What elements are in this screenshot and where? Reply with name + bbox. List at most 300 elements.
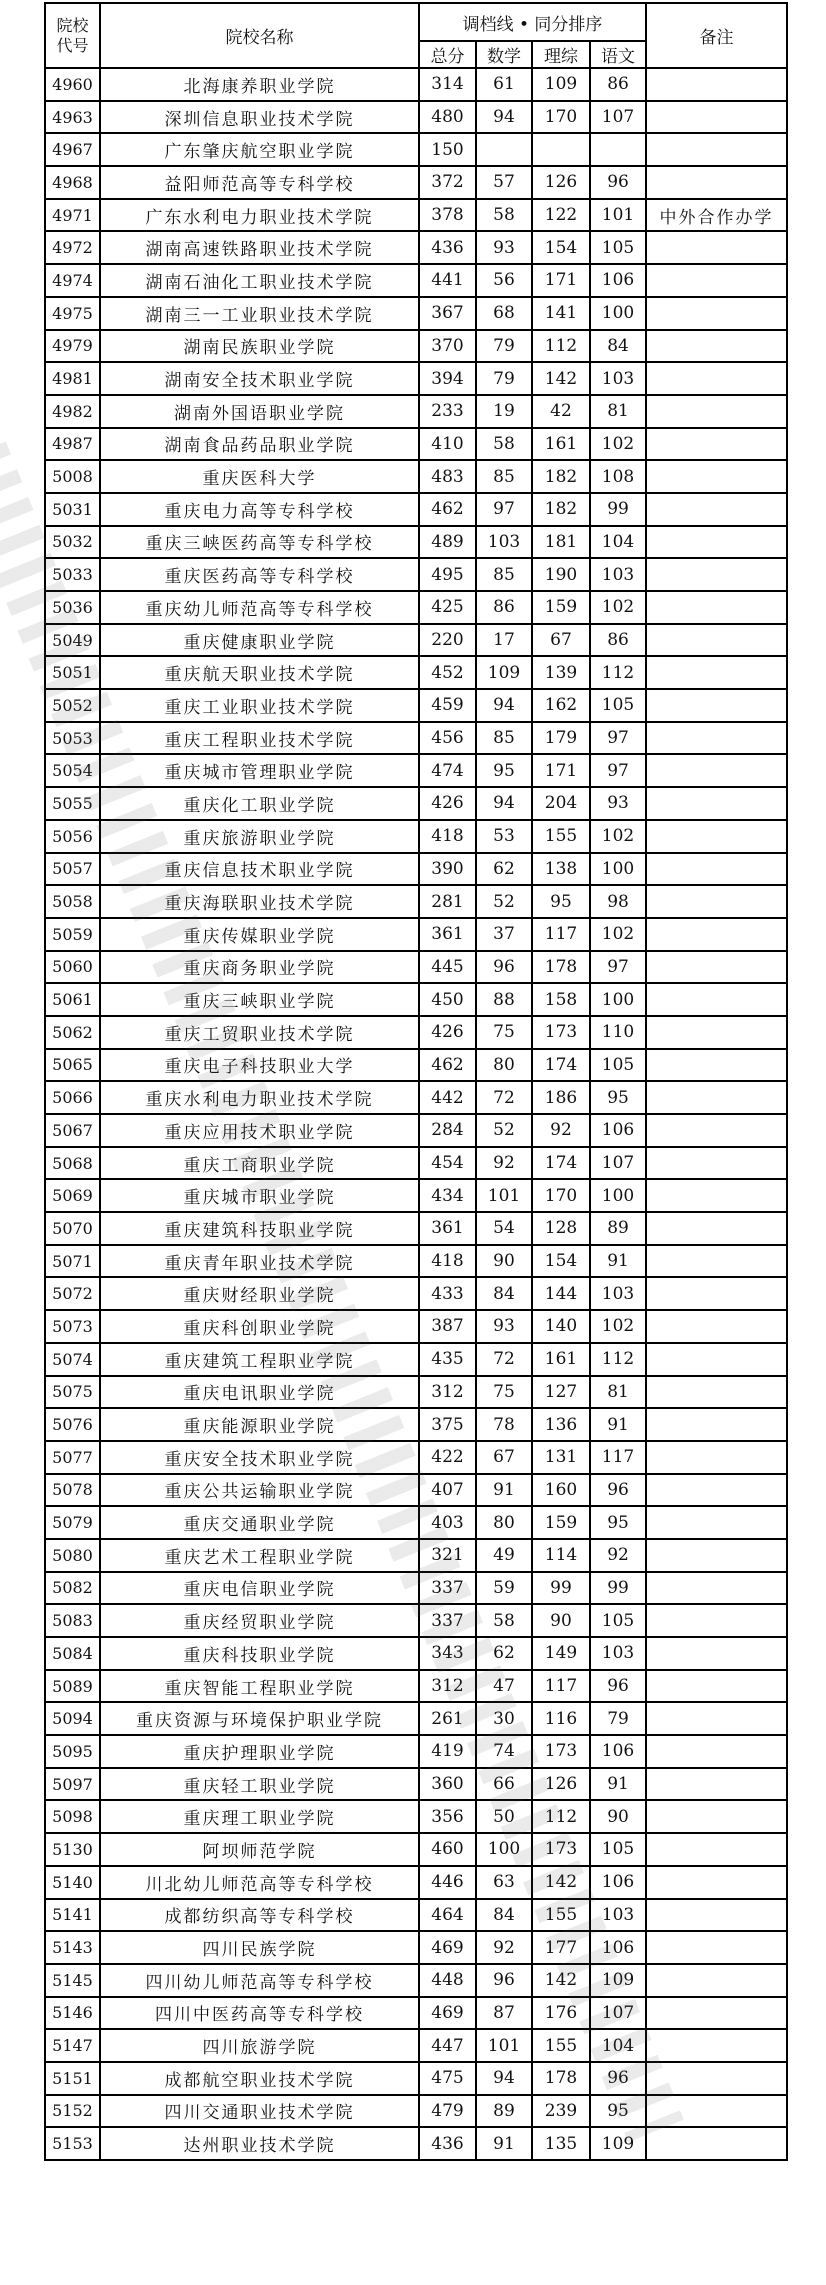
cell-math: 63 bbox=[476, 1866, 532, 1899]
table-row bbox=[45, 428, 787, 461]
cell-yuwen: 109 bbox=[590, 2127, 646, 2160]
cell-note bbox=[646, 493, 787, 526]
table-row bbox=[45, 591, 787, 624]
cell-code: 5084 bbox=[45, 1637, 100, 1670]
cell-total: 433 bbox=[419, 1277, 476, 1310]
cell-code: 5056 bbox=[45, 820, 100, 853]
cell-note bbox=[646, 2029, 787, 2062]
cell-note bbox=[646, 1506, 787, 1539]
cell-yuwen: 100 bbox=[590, 1179, 646, 1212]
cell-lizong: 155 bbox=[532, 820, 590, 853]
cell-note bbox=[646, 297, 787, 330]
cell-lizong: 182 bbox=[532, 460, 590, 493]
table-row bbox=[45, 199, 787, 232]
table-row bbox=[45, 558, 787, 591]
cell-lizong: 99 bbox=[532, 1572, 590, 1605]
cell-lizong: 170 bbox=[532, 101, 590, 134]
cell-yuwen: 105 bbox=[590, 689, 646, 722]
cell-note bbox=[646, 1474, 787, 1507]
cell-math: 85 bbox=[476, 722, 532, 755]
cell-note bbox=[646, 1179, 787, 1212]
cell-math: 57 bbox=[476, 166, 532, 199]
cell-lizong: 128 bbox=[532, 1212, 590, 1245]
cell-math: 101 bbox=[476, 1179, 532, 1212]
cell-math: 72 bbox=[476, 1343, 532, 1376]
cell-code: 5058 bbox=[45, 885, 100, 918]
cell-name: 重庆能源职业学院 bbox=[100, 1408, 419, 1441]
cell-total: 312 bbox=[419, 1670, 476, 1703]
cell-yuwen: 103 bbox=[590, 362, 646, 395]
cell-math: 62 bbox=[476, 1637, 532, 1670]
cell-note bbox=[646, 885, 787, 918]
cell-yuwen: 117 bbox=[590, 1441, 646, 1474]
cell-code: 5036 bbox=[45, 591, 100, 624]
cell-name: 重庆医药高等专科学校 bbox=[100, 558, 419, 591]
table-row bbox=[45, 231, 787, 264]
cell-code: 5073 bbox=[45, 1310, 100, 1343]
table-body bbox=[45, 68, 787, 2160]
cell-note bbox=[646, 754, 787, 787]
table-row bbox=[45, 1114, 787, 1147]
cell-yuwen: 101 bbox=[590, 199, 646, 232]
cell-total: 474 bbox=[419, 754, 476, 787]
table-row bbox=[45, 166, 787, 199]
cell-math: 58 bbox=[476, 199, 532, 232]
cell-total: 479 bbox=[419, 2095, 476, 2128]
cell-yuwen: 95 bbox=[590, 1081, 646, 1114]
cell-name: 四川旅游学院 bbox=[100, 2029, 419, 2062]
cell-yuwen: 97 bbox=[590, 754, 646, 787]
cell-note bbox=[646, 1408, 787, 1441]
cell-code: 5141 bbox=[45, 1899, 100, 1932]
cell-code: 5059 bbox=[45, 918, 100, 951]
cell-yuwen: 86 bbox=[590, 68, 646, 101]
cell-yuwen: 103 bbox=[590, 558, 646, 591]
cell-code: 5130 bbox=[45, 1833, 100, 1866]
cell-math: 96 bbox=[476, 951, 532, 984]
table-row bbox=[45, 526, 787, 559]
cell-math: 85 bbox=[476, 460, 532, 493]
cell-yuwen: 104 bbox=[590, 2029, 646, 2062]
cell-code: 5079 bbox=[45, 1506, 100, 1539]
cell-total: 360 bbox=[419, 1768, 476, 1801]
cell-math: 80 bbox=[476, 1049, 532, 1082]
cell-note bbox=[646, 722, 787, 755]
cell-lizong: 117 bbox=[532, 1670, 590, 1703]
cell-note bbox=[646, 2127, 787, 2160]
cell-total: 337 bbox=[419, 1604, 476, 1637]
table-row bbox=[45, 656, 787, 689]
cell-lizong: 154 bbox=[532, 1245, 590, 1278]
table-row bbox=[45, 1441, 787, 1474]
cell-name: 湖南民族职业学院 bbox=[100, 330, 419, 363]
cell-name: 重庆工商职业学院 bbox=[100, 1147, 419, 1180]
cell-name: 重庆信息技术职业学院 bbox=[100, 853, 419, 886]
cell-total: 446 bbox=[419, 1866, 476, 1899]
cell-math: 79 bbox=[476, 330, 532, 363]
cell-note bbox=[646, 362, 787, 395]
table-row bbox=[45, 853, 787, 886]
cell-math: 96 bbox=[476, 1964, 532, 1997]
cell-code: 5143 bbox=[45, 1931, 100, 1964]
cell-name: 重庆理工职业学院 bbox=[100, 1800, 419, 1833]
cell-yuwen: 96 bbox=[590, 1474, 646, 1507]
cell-code: 5075 bbox=[45, 1376, 100, 1409]
table-row bbox=[45, 1310, 787, 1343]
cell-note bbox=[646, 1245, 787, 1278]
cell-total: 435 bbox=[419, 1343, 476, 1376]
cell-total: 450 bbox=[419, 983, 476, 1016]
cell-name: 重庆医科大学 bbox=[100, 460, 419, 493]
cell-code: 5065 bbox=[45, 1049, 100, 1082]
cell-code: 5049 bbox=[45, 624, 100, 657]
cell-yuwen: 91 bbox=[590, 1768, 646, 1801]
cell-name: 四川幼儿师范高等专科学校 bbox=[100, 1964, 419, 1997]
cell-note bbox=[646, 330, 787, 363]
table-row bbox=[45, 2127, 787, 2160]
header-yuwen: 语文 bbox=[590, 41, 646, 68]
cell-lizong: 159 bbox=[532, 1506, 590, 1539]
cell-code: 5067 bbox=[45, 1114, 100, 1147]
cell-math: 53 bbox=[476, 820, 532, 853]
cell-note bbox=[646, 1768, 787, 1801]
cell-total: 312 bbox=[419, 1376, 476, 1409]
cell-note bbox=[646, 983, 787, 1016]
cell-total: 448 bbox=[419, 1964, 476, 1997]
table-row bbox=[45, 101, 787, 134]
cell-yuwen: 106 bbox=[590, 1735, 646, 1768]
cell-note bbox=[646, 1376, 787, 1409]
cell-yuwen: 108 bbox=[590, 460, 646, 493]
cell-total: 459 bbox=[419, 689, 476, 722]
cell-total: 407 bbox=[419, 1474, 476, 1507]
cell-lizong: 159 bbox=[532, 591, 590, 624]
cell-code: 5153 bbox=[45, 2127, 100, 2160]
cell-yuwen: 91 bbox=[590, 1245, 646, 1278]
table-row bbox=[45, 1899, 787, 1932]
table-row bbox=[45, 1604, 787, 1637]
cell-code: 4987 bbox=[45, 428, 100, 461]
cell-yuwen: 105 bbox=[590, 1049, 646, 1082]
table-row bbox=[45, 1735, 787, 1768]
cell-note bbox=[646, 1081, 787, 1114]
table-row bbox=[45, 1016, 787, 1049]
cell-note bbox=[646, 395, 787, 428]
cell-total: 233 bbox=[419, 395, 476, 428]
cell-total: 321 bbox=[419, 1539, 476, 1572]
cell-name: 重庆化工职业学院 bbox=[100, 787, 419, 820]
cell-total: 394 bbox=[419, 362, 476, 395]
cell-name: 重庆水利电力职业技术学院 bbox=[100, 1081, 419, 1114]
cell-total: 441 bbox=[419, 264, 476, 297]
cell-lizong: 171 bbox=[532, 264, 590, 297]
cell-note bbox=[646, 1572, 787, 1605]
cell-code: 5032 bbox=[45, 526, 100, 559]
cell-note bbox=[646, 689, 787, 722]
table-row bbox=[45, 1572, 787, 1605]
table-row bbox=[45, 689, 787, 722]
header-total: 总分 bbox=[419, 41, 476, 68]
cell-note bbox=[646, 1277, 787, 1310]
cell-yuwen: 103 bbox=[590, 1277, 646, 1310]
cell-math: 94 bbox=[476, 689, 532, 722]
cell-name: 四川交通职业技术学院 bbox=[100, 2095, 419, 2128]
cell-code: 5152 bbox=[45, 2095, 100, 2128]
cell-note bbox=[646, 1049, 787, 1082]
cell-name: 四川民族学院 bbox=[100, 1931, 419, 1964]
cell-lizong bbox=[532, 133, 590, 166]
cell-yuwen: 100 bbox=[590, 297, 646, 330]
cell-code: 5066 bbox=[45, 1081, 100, 1114]
cell-code: 5076 bbox=[45, 1408, 100, 1441]
cell-note bbox=[646, 787, 787, 820]
header-name: 院校名称 bbox=[100, 3, 419, 68]
cell-note bbox=[646, 133, 787, 166]
cell-name: 湖南安全技术职业学院 bbox=[100, 362, 419, 395]
cell-math: 59 bbox=[476, 1572, 532, 1605]
table-row bbox=[45, 460, 787, 493]
cell-lizong: 173 bbox=[532, 1016, 590, 1049]
cell-yuwen: 112 bbox=[590, 1343, 646, 1376]
cell-math: 109 bbox=[476, 656, 532, 689]
cell-total: 426 bbox=[419, 1016, 476, 1049]
cell-name: 重庆健康职业学院 bbox=[100, 624, 419, 657]
cell-math: 54 bbox=[476, 1212, 532, 1245]
cell-note bbox=[646, 951, 787, 984]
cell-code: 5033 bbox=[45, 558, 100, 591]
cell-math: 88 bbox=[476, 983, 532, 1016]
cell-code: 5089 bbox=[45, 1670, 100, 1703]
cell-lizong: 173 bbox=[532, 1833, 590, 1866]
cell-math: 17 bbox=[476, 624, 532, 657]
cell-code: 5008 bbox=[45, 460, 100, 493]
cell-yuwen: 91 bbox=[590, 1408, 646, 1441]
cell-code: 5031 bbox=[45, 493, 100, 526]
cell-lizong: 186 bbox=[532, 1081, 590, 1114]
cell-name: 湖南石油化工职业技术学院 bbox=[100, 264, 419, 297]
cell-yuwen: 90 bbox=[590, 1800, 646, 1833]
table-row bbox=[45, 1539, 787, 1572]
cell-code: 5053 bbox=[45, 722, 100, 755]
cell-name: 重庆电信职业学院 bbox=[100, 1572, 419, 1605]
cell-yuwen: 81 bbox=[590, 1376, 646, 1409]
cell-code: 5068 bbox=[45, 1147, 100, 1180]
cell-yuwen: 107 bbox=[590, 1147, 646, 1180]
cell-name: 重庆航天职业技术学院 bbox=[100, 656, 419, 689]
cell-name: 重庆电力高等专科学校 bbox=[100, 493, 419, 526]
cell-code: 5145 bbox=[45, 1964, 100, 1997]
cell-lizong: 127 bbox=[532, 1376, 590, 1409]
cell-total: 356 bbox=[419, 1800, 476, 1833]
table-row bbox=[45, 1964, 787, 1997]
cell-yuwen: 112 bbox=[590, 656, 646, 689]
cell-code: 5095 bbox=[45, 1735, 100, 1768]
cell-total: 469 bbox=[419, 1997, 476, 2030]
cell-math: 92 bbox=[476, 1147, 532, 1180]
cell-math: 79 bbox=[476, 362, 532, 395]
table-row bbox=[45, 1049, 787, 1082]
cell-lizong: 117 bbox=[532, 918, 590, 951]
cell-note bbox=[646, 1147, 787, 1180]
cell-total: 370 bbox=[419, 330, 476, 363]
cell-yuwen: 106 bbox=[590, 1114, 646, 1147]
cell-math: 68 bbox=[476, 297, 532, 330]
cell-math: 56 bbox=[476, 264, 532, 297]
cell-lizong: 140 bbox=[532, 1310, 590, 1343]
table-row bbox=[45, 1833, 787, 1866]
cell-math: 84 bbox=[476, 1899, 532, 1932]
cell-lizong: 154 bbox=[532, 231, 590, 264]
cell-note bbox=[646, 1702, 787, 1735]
cell-lizong: 170 bbox=[532, 1179, 590, 1212]
cell-total: 475 bbox=[419, 2062, 476, 2095]
table-row bbox=[45, 787, 787, 820]
cell-yuwen: 95 bbox=[590, 2095, 646, 2128]
cell-code: 4982 bbox=[45, 395, 100, 428]
cell-total: 367 bbox=[419, 297, 476, 330]
cell-code: 5070 bbox=[45, 1212, 100, 1245]
cell-name: 重庆财经职业学院 bbox=[100, 1277, 419, 1310]
cell-lizong: 67 bbox=[532, 624, 590, 657]
cell-yuwen: 103 bbox=[590, 1637, 646, 1670]
cell-name: 重庆智能工程职业学院 bbox=[100, 1670, 419, 1703]
cell-note bbox=[646, 1114, 787, 1147]
cell-note bbox=[646, 1310, 787, 1343]
cell-code: 4960 bbox=[45, 68, 100, 101]
cell-yuwen: 109 bbox=[590, 1964, 646, 1997]
cell-name: 湖南外国语职业学院 bbox=[100, 395, 419, 428]
table-row bbox=[45, 1376, 787, 1409]
cell-lizong: 161 bbox=[532, 428, 590, 461]
cell-math: 92 bbox=[476, 1931, 532, 1964]
cell-name: 成都航空职业技术学院 bbox=[100, 2062, 419, 2095]
cell-name: 重庆青年职业技术学院 bbox=[100, 1245, 419, 1278]
cell-yuwen: 102 bbox=[590, 591, 646, 624]
table-row bbox=[45, 1702, 787, 1735]
table-row bbox=[45, 1179, 787, 1212]
cell-note bbox=[646, 624, 787, 657]
table-row bbox=[45, 1931, 787, 1964]
cell-code: 5051 bbox=[45, 656, 100, 689]
cell-math: 100 bbox=[476, 1833, 532, 1866]
cell-total: 378 bbox=[419, 199, 476, 232]
cell-lizong: 160 bbox=[532, 1474, 590, 1507]
cell-total: 410 bbox=[419, 428, 476, 461]
cell-name: 重庆工贸职业技术学院 bbox=[100, 1016, 419, 1049]
cell-total: 434 bbox=[419, 1179, 476, 1212]
cell-math: 66 bbox=[476, 1768, 532, 1801]
cell-yuwen: 102 bbox=[590, 1310, 646, 1343]
table-row bbox=[45, 885, 787, 918]
cell-yuwen: 102 bbox=[590, 918, 646, 951]
cell-yuwen bbox=[590, 133, 646, 166]
cell-note bbox=[646, 460, 787, 493]
table-row bbox=[45, 1408, 787, 1441]
cell-total: 425 bbox=[419, 591, 476, 624]
cell-name: 重庆幼儿师范高等专科学校 bbox=[100, 591, 419, 624]
cell-lizong: 155 bbox=[532, 1899, 590, 1932]
table-row bbox=[45, 722, 787, 755]
cell-math: 89 bbox=[476, 2095, 532, 2128]
cell-name: 重庆科创职业学院 bbox=[100, 1310, 419, 1343]
cell-lizong: 139 bbox=[532, 656, 590, 689]
cell-total: 456 bbox=[419, 722, 476, 755]
cell-note bbox=[646, 1899, 787, 1932]
table-row bbox=[45, 1768, 787, 1801]
cell-yuwen: 100 bbox=[590, 853, 646, 886]
cell-yuwen: 106 bbox=[590, 1931, 646, 1964]
cell-math: 67 bbox=[476, 1441, 532, 1474]
cell-math: 97 bbox=[476, 493, 532, 526]
cell-yuwen: 106 bbox=[590, 264, 646, 297]
table-row bbox=[45, 1474, 787, 1507]
cell-lizong: 112 bbox=[532, 1800, 590, 1833]
cell-math: 19 bbox=[476, 395, 532, 428]
cell-name: 重庆艺术工程职业学院 bbox=[100, 1539, 419, 1572]
cell-name: 达州职业技术学院 bbox=[100, 2127, 419, 2160]
cell-math: 93 bbox=[476, 231, 532, 264]
cell-code: 5062 bbox=[45, 1016, 100, 1049]
cell-code: 5074 bbox=[45, 1343, 100, 1376]
cell-math: 87 bbox=[476, 1997, 532, 2030]
cell-name: 重庆工业职业技术学院 bbox=[100, 689, 419, 722]
cell-lizong: 179 bbox=[532, 722, 590, 755]
table-row bbox=[45, 1147, 787, 1180]
cell-lizong: 173 bbox=[532, 1735, 590, 1768]
cell-lizong: 178 bbox=[532, 2062, 590, 2095]
table-row bbox=[45, 2095, 787, 2128]
header-code: 院校代号 bbox=[45, 3, 100, 68]
cell-name: 川北幼儿师范高等专科学校 bbox=[100, 1866, 419, 1899]
cell-note bbox=[646, 1866, 787, 1899]
cell-yuwen: 97 bbox=[590, 951, 646, 984]
cell-code: 5083 bbox=[45, 1604, 100, 1637]
cell-lizong: 174 bbox=[532, 1147, 590, 1180]
cell-total: 220 bbox=[419, 624, 476, 657]
cell-math bbox=[476, 133, 532, 166]
table-row bbox=[45, 624, 787, 657]
cell-code: 5078 bbox=[45, 1474, 100, 1507]
table-row bbox=[45, 754, 787, 787]
cell-math: 90 bbox=[476, 1245, 532, 1278]
cell-lizong: 174 bbox=[532, 1049, 590, 1082]
cell-yuwen: 99 bbox=[590, 493, 646, 526]
cell-total: 284 bbox=[419, 1114, 476, 1147]
cell-note bbox=[646, 1931, 787, 1964]
cell-name: 重庆工程职业技术学院 bbox=[100, 722, 419, 755]
cell-math: 78 bbox=[476, 1408, 532, 1441]
cell-name: 重庆建筑科技职业学院 bbox=[100, 1212, 419, 1245]
cell-lizong: 178 bbox=[532, 951, 590, 984]
cell-code: 5069 bbox=[45, 1179, 100, 1212]
cell-name: 重庆公共运输职业学院 bbox=[100, 1474, 419, 1507]
cell-name: 重庆护理职业学院 bbox=[100, 1735, 419, 1768]
cell-yuwen: 105 bbox=[590, 231, 646, 264]
cell-math: 85 bbox=[476, 558, 532, 591]
cell-code: 5151 bbox=[45, 2062, 100, 2095]
cell-total: 480 bbox=[419, 101, 476, 134]
cell-yuwen: 86 bbox=[590, 624, 646, 657]
admission-score-table bbox=[44, 2, 788, 2161]
cell-lizong: 122 bbox=[532, 199, 590, 232]
table-row bbox=[45, 1997, 787, 2030]
cell-lizong: 155 bbox=[532, 2029, 590, 2062]
table-row bbox=[45, 330, 787, 363]
cell-note bbox=[646, 1539, 787, 1572]
cell-yuwen: 79 bbox=[590, 1702, 646, 1735]
table-row bbox=[45, 2062, 787, 2095]
cell-math: 93 bbox=[476, 1310, 532, 1343]
